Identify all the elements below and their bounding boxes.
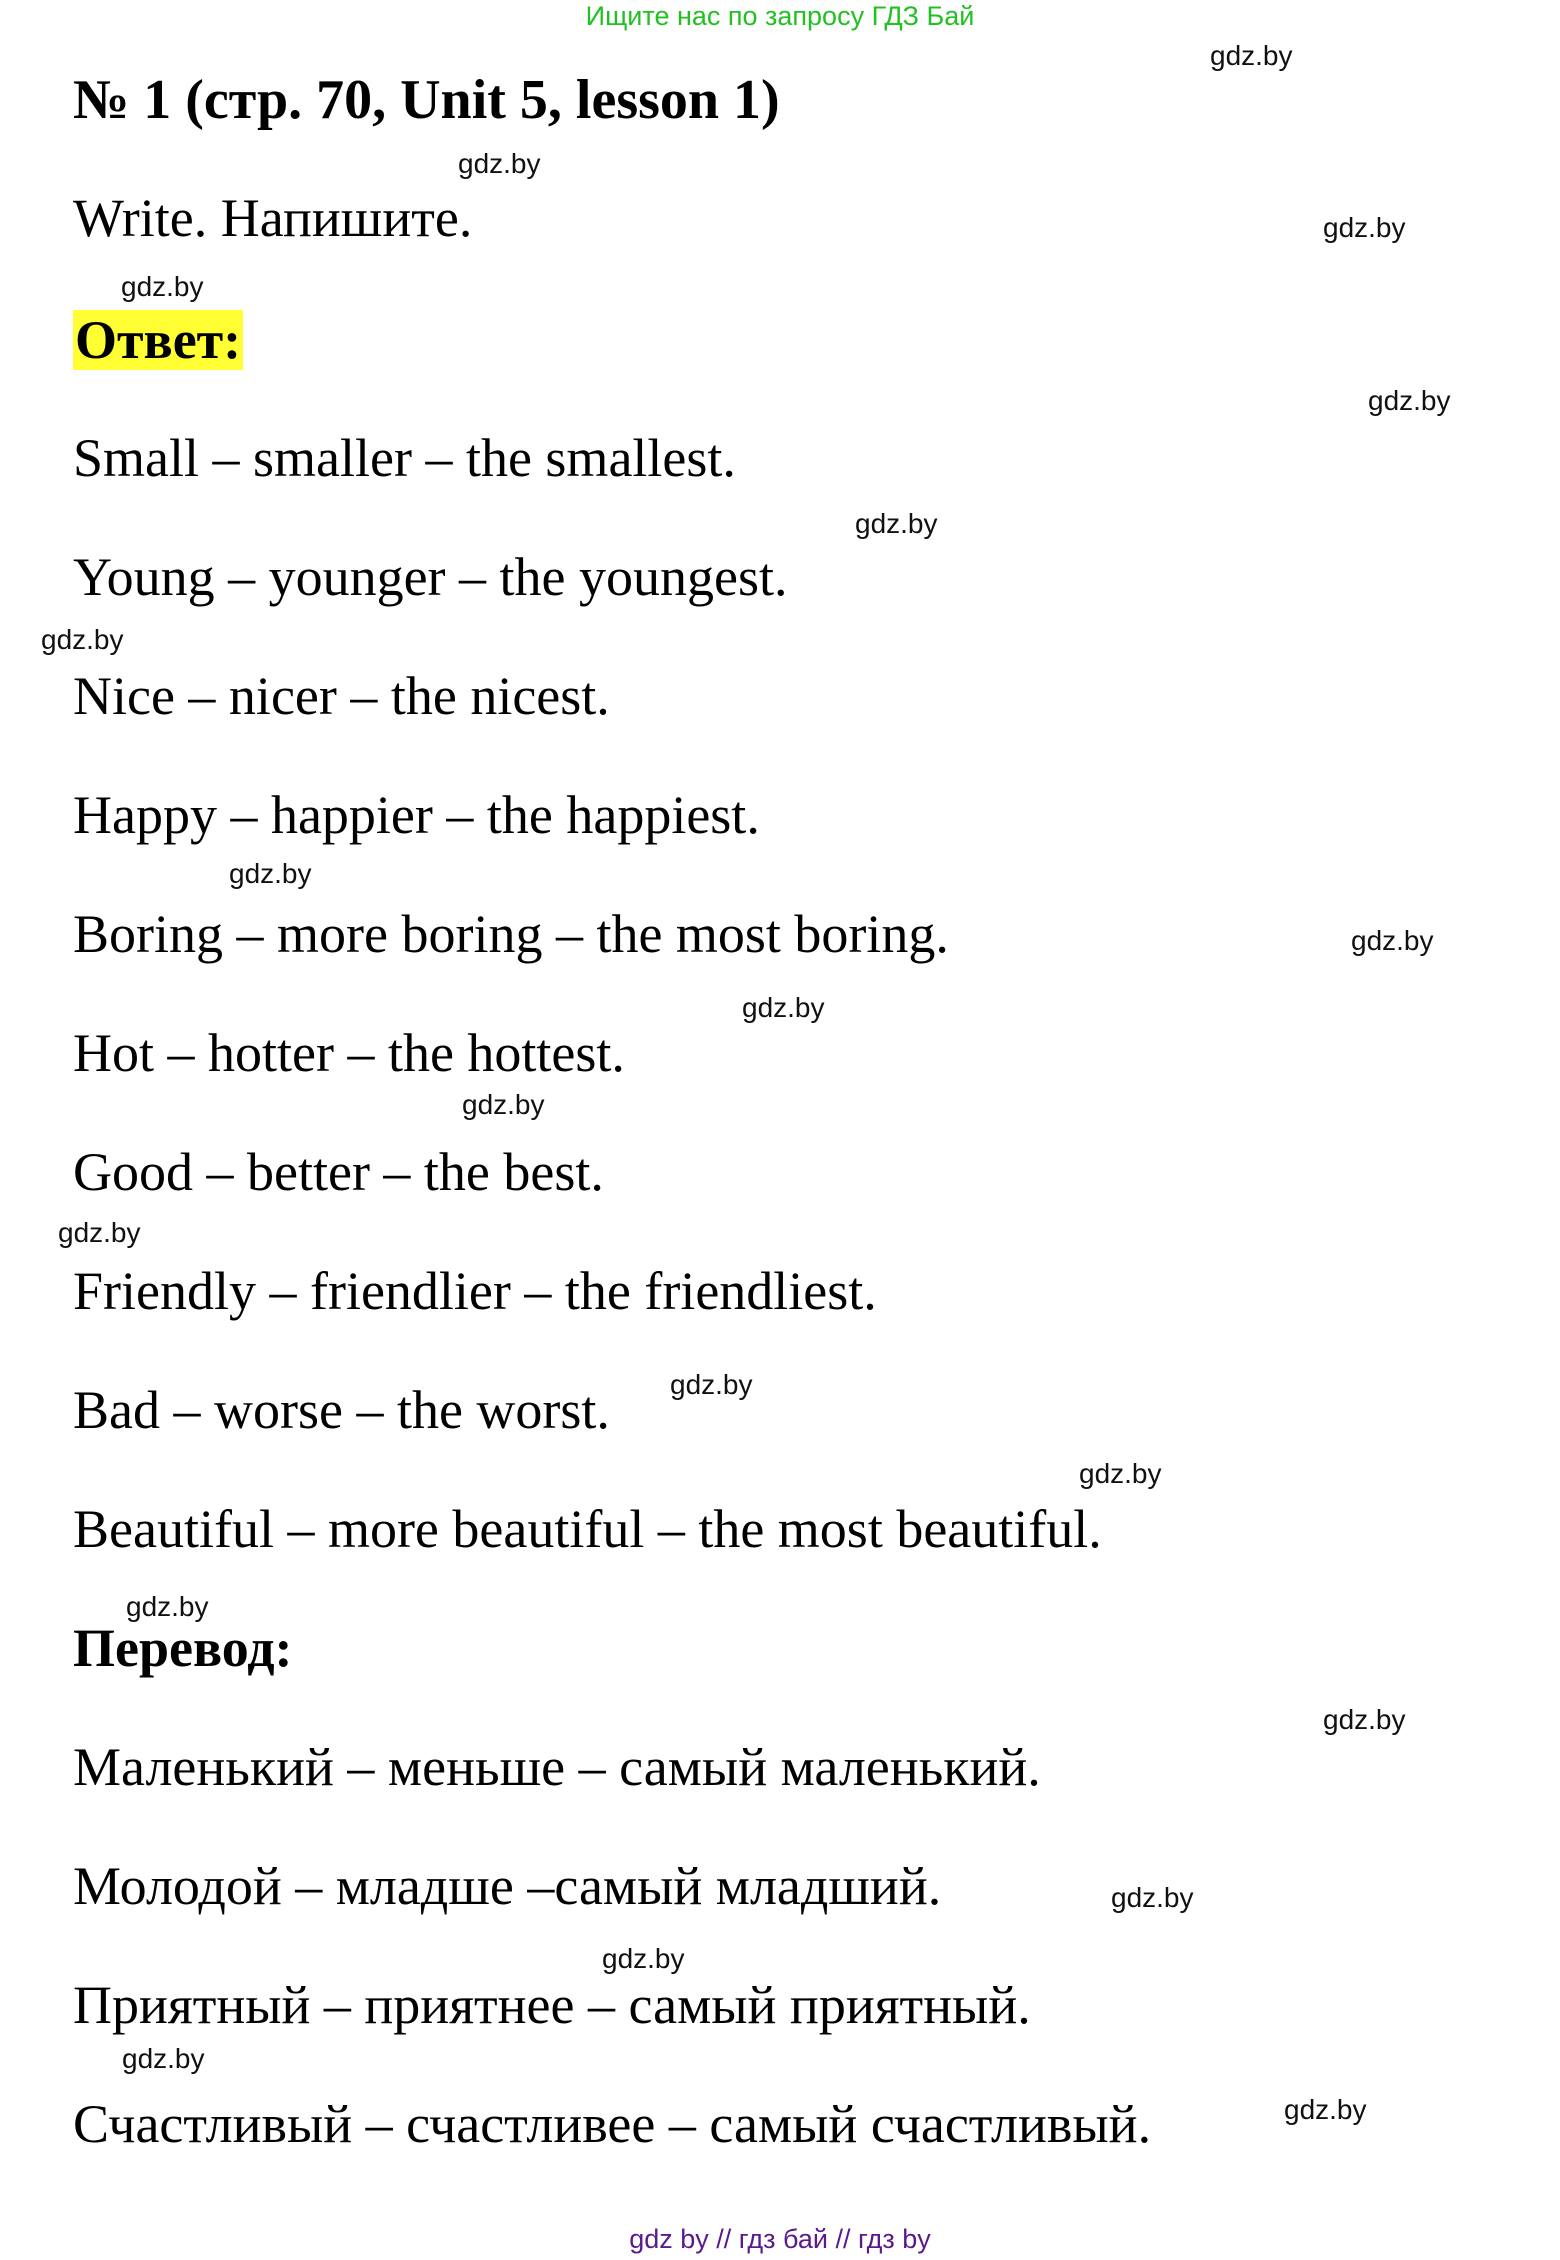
watermark: gdz.by — [229, 858, 312, 889]
watermark: gdz.by — [1079, 1458, 1162, 1489]
watermark: gdz.by — [1284, 2094, 1367, 2125]
answer-line: Happy – happier – the happiest. — [73, 785, 760, 845]
answer-line: Good – better – the best. — [73, 1142, 604, 1202]
watermark: gdz.by — [1323, 212, 1406, 243]
watermark: gdz.by — [41, 624, 124, 655]
watermark: gdz.by — [1111, 1882, 1194, 1913]
watermark: gdz.by — [855, 508, 938, 539]
answer-line: Bad – worse – the worst. — [73, 1380, 610, 1440]
watermark: gdz.by — [670, 1369, 753, 1400]
watermark: gdz.by — [126, 1591, 209, 1622]
instruction: Write. Напишите. — [73, 188, 473, 248]
translation-line: Счастливый – счастливее – самый счастливый. — [73, 2094, 1152, 2154]
footer-links: gdz by // гдз бай // гдз by — [629, 2224, 931, 2254]
watermark: gdz.by — [58, 1217, 141, 1248]
watermark: gdz.by — [121, 271, 204, 302]
answer-line: Small – smaller – the smallest. — [73, 428, 736, 488]
watermark: gdz.by — [1323, 1704, 1406, 1735]
search-banner: Ищите нас по запросу ГДЗ Бай — [585, 1, 975, 31]
watermark: gdz.by — [122, 2043, 205, 2074]
answer-line: Hot – hotter – the hottest. — [73, 1023, 625, 1083]
watermark: gdz.by — [1351, 925, 1434, 956]
translation-line: Маленький – меньше – самый маленький. — [73, 1737, 1041, 1797]
translation-line: Приятный – приятнее – самый приятный. — [73, 1975, 1031, 2035]
translation-heading: Перевод: — [73, 1618, 293, 1678]
watermark: gdz.by — [462, 1089, 545, 1120]
answer-line: Young – younger – the youngest. — [73, 547, 788, 607]
watermark: gdz.by — [602, 1943, 685, 1974]
watermark: gdz.by — [1368, 385, 1451, 416]
watermark: gdz.by — [742, 992, 825, 1023]
answer-heading — [73, 308, 243, 372]
answer-label: Ответ: — [75, 310, 242, 370]
answer-line: Nice – nicer – the nicest. — [73, 666, 610, 726]
answer-line: Friendly – friendlier – the friendliest. — [73, 1261, 877, 1321]
translation-line: Молодой – младше –самый младший. — [73, 1856, 942, 1916]
answer-line: Beautiful – more beautiful – the most beautiful. — [73, 1499, 1102, 1559]
watermark: gdz.by — [1210, 40, 1293, 71]
watermark: gdz.by — [458, 148, 541, 179]
page-title: № 1 (стр. 70, Unit 5, lesson 1) — [73, 69, 780, 131]
answer-line: Boring – more boring – the most boring. — [73, 904, 949, 964]
